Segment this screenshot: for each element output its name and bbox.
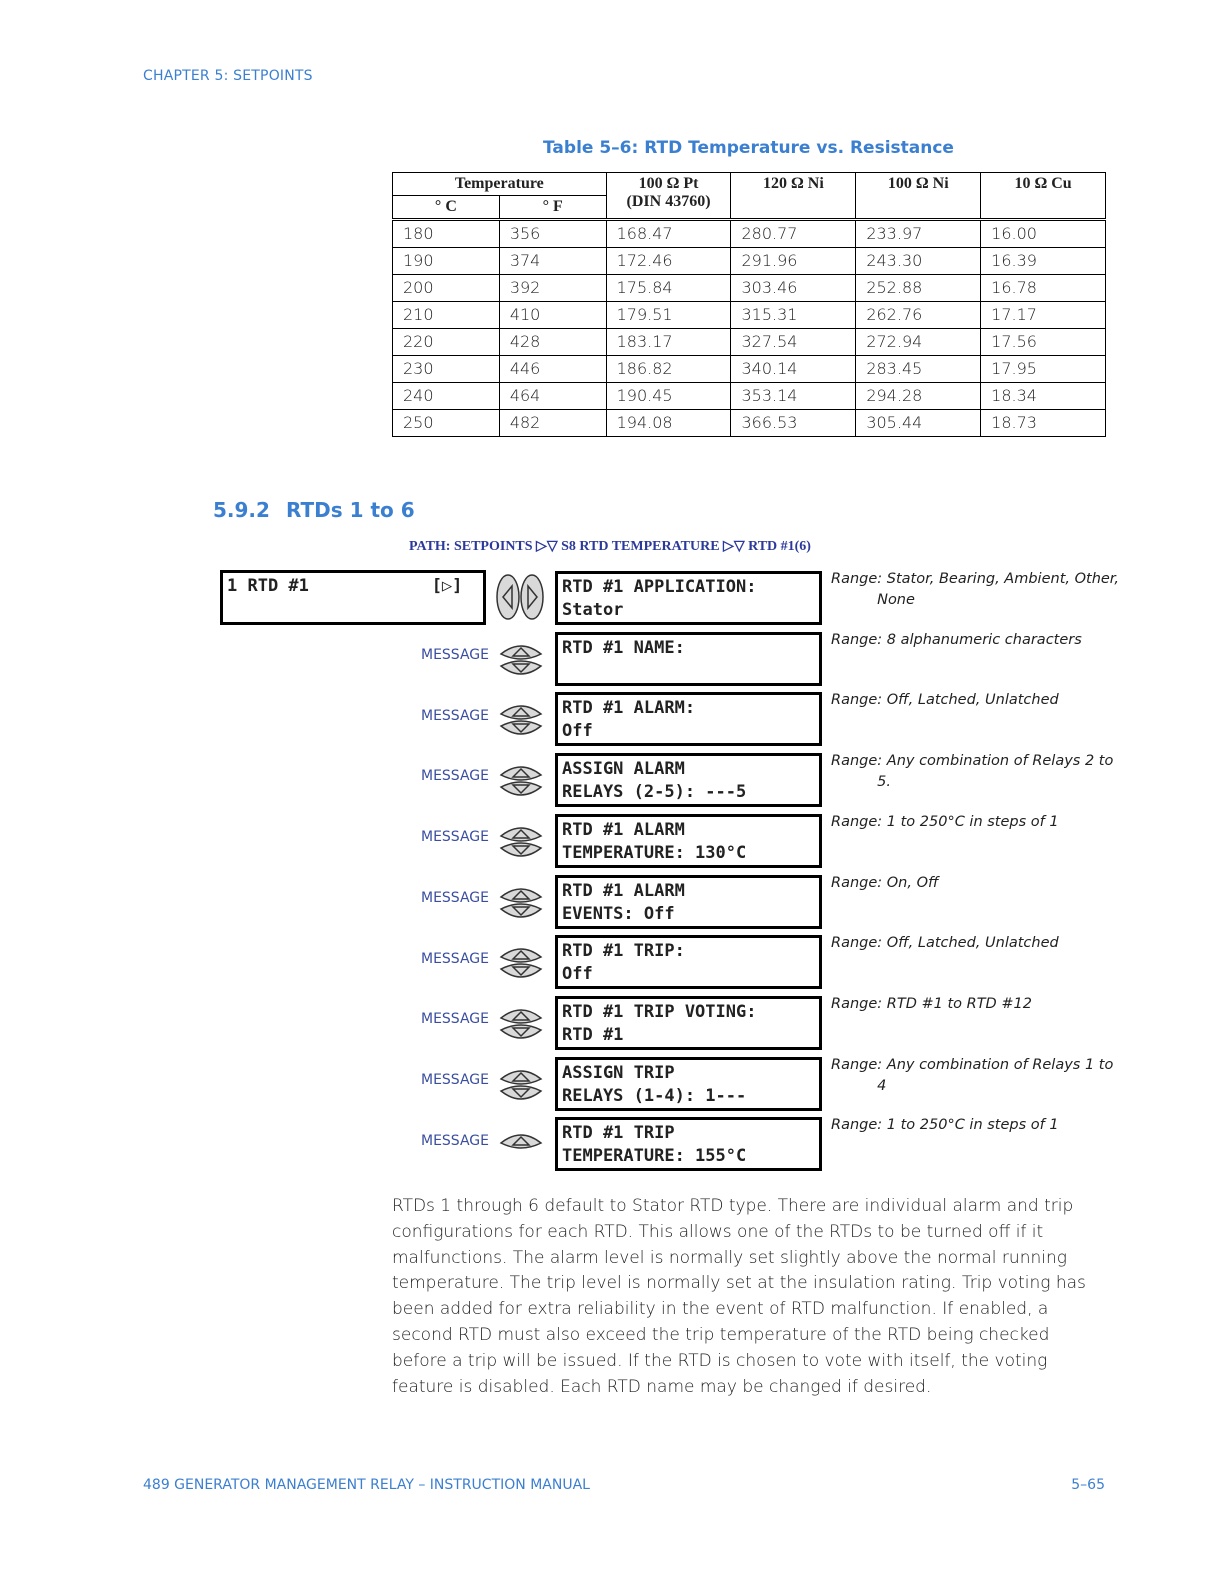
- message-label: MESSAGE: [421, 1011, 489, 1028]
- setpoint-range: Range: 1 to 250°C in steps of 1: [831, 813, 1059, 830]
- table-cell: 272.94: [856, 329, 981, 356]
- message-label: MESSAGE: [421, 647, 489, 663]
- table-cell: 356: [499, 220, 606, 248]
- setpoint-range: Range: Any combination of Relays 2 to 5.: [831, 753, 1114, 791]
- message-up-down-keys-icon: [498, 939, 544, 987]
- table-cell: 410: [499, 302, 606, 329]
- message-up-down-keys-icon: [498, 1000, 544, 1048]
- table-row: [393, 275, 1106, 302]
- page-number: 5–65: [1071, 1477, 1105, 1493]
- message-up-key-icon: [498, 1121, 544, 1169]
- message-up-down-keys-icon: [498, 636, 544, 684]
- message-label: MESSAGE: [421, 1132, 489, 1149]
- table-cell: 428: [499, 329, 606, 356]
- table-cell: 17.95: [981, 356, 1106, 383]
- table-cell: 186.82: [606, 356, 731, 383]
- header-100-ohm-pt: 100 Ω Pt (DIN 43760): [606, 173, 731, 220]
- table-cell: 210: [393, 302, 500, 329]
- description-paragraph: RTDs 1 through 6 default to Stator RTD type. There are individual alarm and trip configurations for each RTD. This allows one of the RTDs to be turned off if it malfunctions. The alarm level is normally set slightly above the normal running temperature. The trip level is normally set at the insulation rating. Trip voting has been added for extra reliability in the event of RTD malfunction. If enabled, a second RTD must also exceed the trip temperature of the RTD being checked before a trip will be issued. If the RTD is chosen to vote with itself, the voting feature is disabled. Each RTD name may be changed if desired.: [392, 1196, 1086, 1397]
- setpoint-range: Range: Any combination of Relays 1 to 4: [831, 1056, 1114, 1094]
- header-120-ohm-ni: 120 Ω Ni: [731, 173, 856, 220]
- setpoint-path: PATH: SETPOINTS ▷▽ S8 RTD TEMPERATURE ▷▽ RTD #1(6): [409, 539, 811, 554]
- table-cell: 464: [499, 383, 606, 410]
- table-cell: 303.46: [731, 275, 856, 302]
- table-cell: 179.51: [606, 302, 731, 329]
- table-row: [393, 248, 1106, 275]
- table-cell: 172.46: [606, 248, 731, 275]
- table-cell: 262.76: [856, 302, 981, 329]
- header-celsius: ° C: [393, 196, 500, 220]
- table-row: [393, 302, 1106, 329]
- table-cell: 190.45: [606, 383, 731, 410]
- table-cell: 280.77: [731, 220, 856, 248]
- table-cell: 180: [393, 220, 500, 248]
- table-cell: 16.00: [981, 220, 1106, 248]
- setpoint-display: RTD #1 APPLICATION: Stator: [555, 571, 822, 625]
- message-label: MESSAGE: [421, 889, 489, 906]
- table-cell: 230: [393, 356, 500, 383]
- left-right-keys-icon: [494, 572, 546, 622]
- table-cell: 18.34: [981, 383, 1106, 410]
- message-label: MESSAGE: [421, 768, 489, 785]
- table-cell: 17.56: [981, 329, 1106, 356]
- message-up-down-keys-icon: [498, 696, 544, 744]
- setpoint-range: Range: RTD #1 to RTD #12: [831, 995, 1032, 1012]
- setpoint-display: RTD #1 ALARM: Off: [555, 692, 822, 746]
- table-cell: 194.08: [606, 410, 731, 437]
- setpoint-display: RTD #1 NAME:: [555, 632, 822, 686]
- table-cell: 315.31: [731, 302, 856, 329]
- table-cell: 190: [393, 248, 500, 275]
- table-cell: 220: [393, 329, 500, 356]
- setpoint-range: Range: On, Off: [831, 874, 939, 891]
- setpoint-display: RTD #1 TRIP: Off: [555, 935, 822, 989]
- rtd-resistance-table: [392, 172, 1106, 437]
- message-label: MESSAGE: [421, 829, 489, 846]
- message-up-down-keys-icon: [498, 818, 544, 866]
- table-cell: 168.47: [606, 220, 731, 248]
- message-label: MESSAGE: [421, 1071, 489, 1088]
- table-cell: 291.96: [731, 248, 856, 275]
- setpoint-display: RTD #1 ALARM TEMPERATURE: 130°C: [555, 814, 822, 868]
- message-up-down-keys-icon: [498, 1061, 544, 1109]
- table-cell: 16.78: [981, 275, 1106, 302]
- table-row: [393, 356, 1106, 383]
- menu-header-display: 1 RTD #1 [▷]: [220, 570, 486, 625]
- footer-title: 489 GENERATOR MANAGEMENT RELAY – INSTRUCTION MANUAL: [143, 1477, 590, 1493]
- message-label: MESSAGE: [421, 950, 489, 967]
- table-cell: 16.39: [981, 248, 1106, 275]
- table-cell: 374: [499, 248, 606, 275]
- table-cell: 482: [499, 410, 606, 437]
- table-cell: 294.28: [856, 383, 981, 410]
- message-up-down-keys-icon: [498, 757, 544, 805]
- table-cell: 305.44: [856, 410, 981, 437]
- table-row: [393, 410, 1106, 437]
- table-row: [393, 329, 1106, 356]
- setpoint-range: Range: 8 alphanumeric characters: [831, 631, 1082, 648]
- table-cell: 353.14: [731, 383, 856, 410]
- table-row: [393, 383, 1106, 410]
- setpoint-range: Range: 1 to 250°C in steps of 1: [831, 1117, 1059, 1134]
- header-fahrenheit: ° F: [499, 196, 606, 220]
- table-cell: 327.54: [731, 329, 856, 356]
- table-cell: 175.84: [606, 275, 731, 302]
- message-up-down-keys-icon: [498, 879, 544, 927]
- header-100-ohm-ni: 100 Ω Ni: [856, 173, 981, 220]
- table-cell: 243.30: [856, 248, 981, 275]
- table-title: Table 5–6: RTD Temperature vs. Resistance: [543, 138, 954, 158]
- header-10-ohm-cu: 10 Ω Cu: [981, 173, 1106, 220]
- setpoint-display: RTD #1 TRIP VOTING: RTD #1: [555, 996, 822, 1050]
- table-cell: 392: [499, 275, 606, 302]
- setpoint-range: Range: Off, Latched, Unlatched: [831, 692, 1059, 709]
- message-label: MESSAGE: [421, 707, 489, 724]
- section-title: RTDs 1 to 6: [286, 498, 415, 522]
- section-number: 5.9.2: [213, 498, 270, 522]
- chapter-header: CHAPTER 5: SETPOINTS: [143, 68, 313, 84]
- setpoint-range: Range: Stator, Bearing, Ambient, Other, None: [831, 571, 1120, 608]
- table-cell: 252.88: [856, 275, 981, 302]
- table-cell: 233.97: [856, 220, 981, 248]
- header-temperature: Temperature: [393, 173, 607, 196]
- table-cell: 283.45: [856, 356, 981, 383]
- table-cell: 18.73: [981, 410, 1106, 437]
- table-cell: 366.53: [731, 410, 856, 437]
- table-cell: 183.17: [606, 329, 731, 356]
- setpoint-range: Range: Off, Latched, Unlatched: [831, 935, 1059, 952]
- table-row: [393, 220, 1106, 248]
- setpoint-display: RTD #1 ALARM EVENTS: Off: [555, 875, 822, 929]
- table-cell: 340.14: [731, 356, 856, 383]
- setpoint-display: RTD #1 TRIP TEMPERATURE: 155°C: [555, 1117, 822, 1171]
- table-cell: 250: [393, 410, 500, 437]
- table-cell: 17.17: [981, 302, 1106, 329]
- setpoint-display: ASSIGN ALARM RELAYS (2-5): ---5: [555, 753, 822, 807]
- table-cell: 240: [393, 383, 500, 410]
- table-cell: 446: [499, 356, 606, 383]
- table-cell: 200: [393, 275, 500, 302]
- setpoint-display: ASSIGN TRIP RELAYS (1-4): 1---: [555, 1057, 822, 1111]
